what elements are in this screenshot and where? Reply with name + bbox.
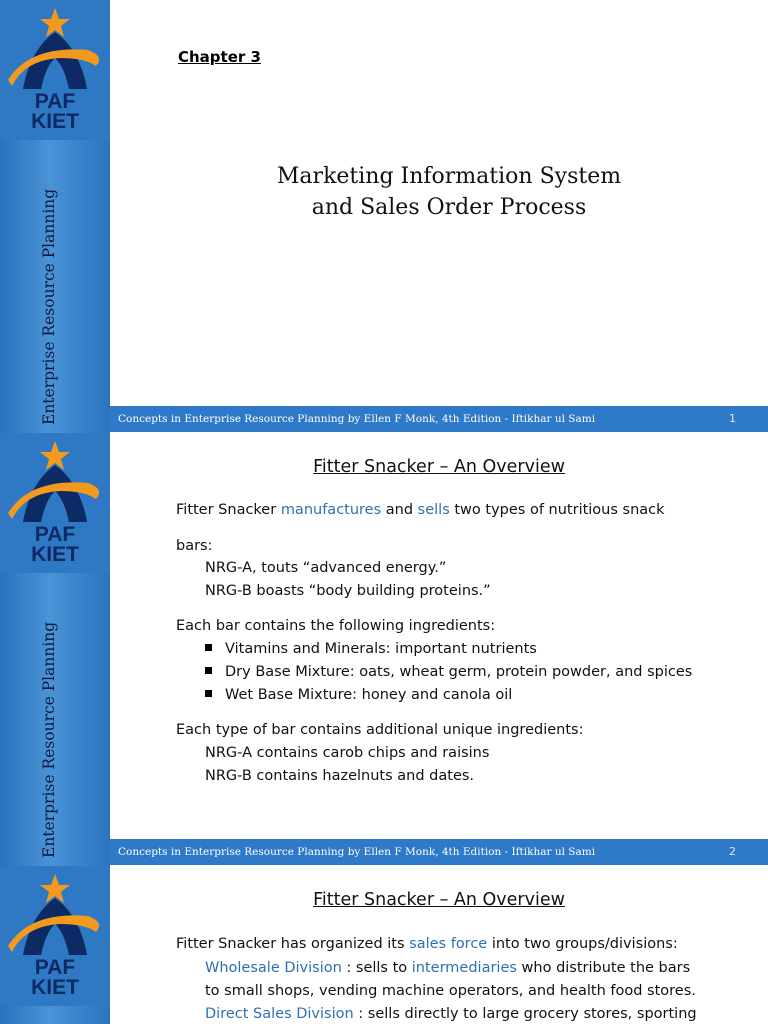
highlight-sales-force: sales force [409, 936, 488, 952]
highlight-sells: sells [417, 502, 450, 518]
highlight-direct-sales-division: Direct Sales Division [205, 1006, 354, 1022]
side-title: Enterprise Resource Planning [40, 621, 58, 858]
intro-paragraph-cont: bars: [176, 538, 213, 554]
logo-text-kiet: KIET [31, 110, 79, 133]
wholesale-line-2: to small shops, vending machine operators, and health food stores. [205, 983, 696, 999]
footer-text: Concepts in Enterprise Resource Planning by Ellen F Monk, 4th Edition - Iftikhar ul Sami [118, 413, 596, 425]
slide-footer [110, 839, 768, 865]
highlight-intermediaries: intermediaries [411, 960, 517, 976]
nrg-b-line: NRG-B boasts “body building proteins.” [205, 583, 491, 599]
slide-title [140, 161, 758, 223]
intro-paragraph: Fitter Snacker manufactures and sells two types of nutritious snack [176, 502, 665, 518]
logo-text-kiet: KIET [31, 976, 79, 999]
side-title: Enterprise Resource Planning [40, 188, 58, 425]
sales-force-paragraph: Fitter Snacker has organized its sales force into two groups/divisions: [176, 936, 678, 952]
paf-kiet-logo [0, 0, 110, 140]
page-number: 2 [729, 845, 736, 858]
direct-sales-line: Direct Sales Division : sells directly to large grocery stores, sporting [205, 1006, 697, 1022]
list-item: Vitamins and Minerals: important nutrients [205, 641, 537, 657]
logo-text-paf: PAF [34, 523, 76, 546]
ingredients-heading: Each bar contains the following ingredients: [176, 618, 496, 634]
slide-title: Fitter Snacker – An Overview [313, 890, 565, 910]
list-item: Dry Base Mixture: oats, wheat germ, protein powder, and spices [205, 664, 692, 680]
page-number: 1 [729, 412, 736, 425]
unique-nrg-b: NRG-B contains hazelnuts and dates. [205, 768, 475, 784]
slide-1 [0, 0, 768, 433]
unique-nrg-a: NRG-A contains carob chips and raisins [205, 745, 490, 761]
list-item: Wet Base Mixture: honey and canola oil [205, 687, 512, 703]
chapter-label: Chapter 3 [178, 48, 261, 66]
logo-text-paf: PAF [34, 956, 76, 979]
wholesale-line: Wholesale Division : sells to intermediaries who distribute the bars [205, 960, 691, 976]
slide-footer [110, 406, 768, 432]
paf-kiet-logo [0, 433, 110, 573]
nrg-a-line: NRG-A, touts “advanced energy.” [205, 560, 447, 576]
slide-title: Fitter Snacker – An Overview [313, 457, 565, 477]
footer-text: Concepts in Enterprise Resource Planning by Ellen F Monk, 4th Edition - Iftikhar ul Sami [118, 846, 596, 858]
unique-heading: Each type of bar contains additional unique ingredients: [176, 722, 584, 738]
logo-text-paf: PAF [34, 90, 76, 113]
slide-2 [0, 433, 768, 866]
slide-3 [0, 866, 768, 1024]
highlight-manufactures: manufactures [280, 502, 382, 518]
highlight-wholesale-division: Wholesale Division [205, 960, 342, 976]
logo-text-kiet: KIET [31, 543, 79, 566]
title-line-2: and Sales Order Process [311, 195, 587, 220]
title-line-1: Marketing Information System [276, 164, 622, 189]
paf-kiet-logo [0, 866, 110, 1006]
